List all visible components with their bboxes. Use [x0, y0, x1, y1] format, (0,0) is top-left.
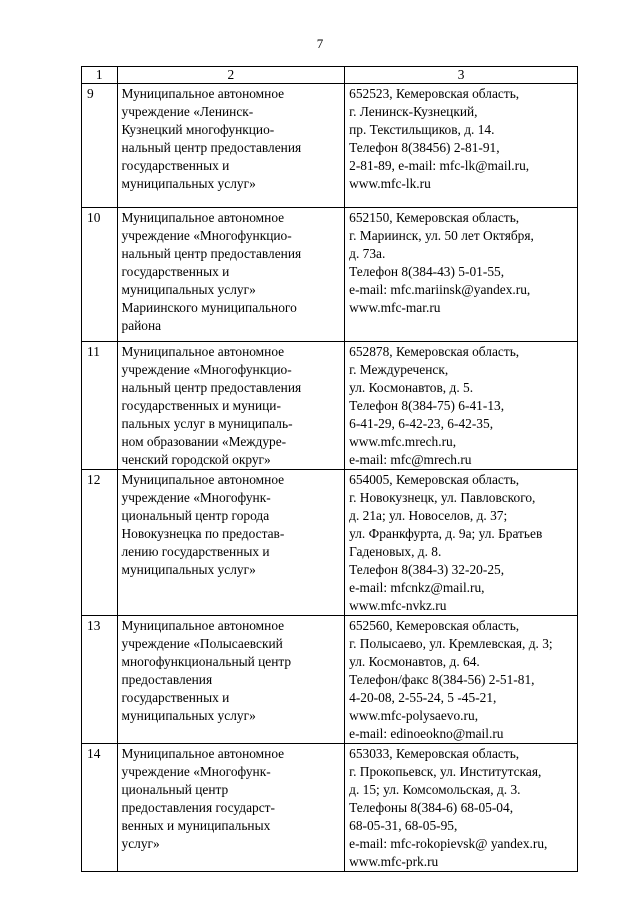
- address-line: ул. Космонавтов, д. 64.: [349, 654, 480, 669]
- address-line: 652523, Кемеровская область,: [349, 86, 520, 101]
- address-contacts-cell: [345, 342, 578, 470]
- header-col-address: 3: [345, 67, 578, 84]
- address-line: www.mfc.mrech.ru,: [349, 434, 457, 449]
- institution-name-cell: [117, 616, 345, 744]
- address-line: www.mfc-lk.ru: [349, 176, 431, 191]
- institution-name-line: пальных услуг в муниципаль-: [121, 416, 293, 431]
- institution-name-line: учреждение «Многофунк-: [121, 490, 271, 505]
- institution-name-cell: [117, 208, 345, 342]
- institution-name-line: Мариинского муниципального: [121, 300, 297, 315]
- address-line: e-mail: mfcnkz@mail.ru,: [349, 580, 485, 595]
- institution-name-line: Муниципальное автономное: [121, 86, 285, 101]
- institution-name-line: циональный центр города: [121, 508, 270, 523]
- address-line: e-mail: mfc-rokopievsk@ yandex.ru,: [349, 836, 548, 851]
- institution-name-line: учреждение «Полысаевский: [121, 636, 283, 651]
- address-line: 68-05-31, 68-05-95,: [349, 818, 458, 833]
- institution-name-line: нальный центр предоставления: [121, 140, 302, 155]
- table-row: [82, 342, 578, 470]
- address-line: e-mail: mfc@mrech.ru: [349, 452, 472, 467]
- institution-name-line: предоставления: [121, 672, 213, 687]
- address-contacts-cell: [345, 616, 578, 744]
- table-row: [82, 84, 578, 208]
- row-number: 14: [82, 744, 118, 872]
- row-number: 13: [82, 616, 118, 744]
- address-line: e-mail: mfc.mariinsk@yandex.ru,: [349, 282, 531, 297]
- table-row: [82, 744, 578, 872]
- address-line: ул. Космонавтов, д. 5.: [349, 380, 474, 395]
- institution-name-line: Муниципальное автономное: [121, 344, 285, 359]
- address-line: г. Междуреченск,: [349, 362, 449, 377]
- address-line: e-mail: edinoeokno@mail.ru: [349, 726, 504, 741]
- address-line: 6-41-29, 6-42-23, 6-42-35,: [349, 416, 494, 431]
- institution-name-line: государственных и: [121, 690, 230, 705]
- address-line: www.mfc-nvkz.ru: [349, 598, 447, 613]
- institution-name-cell: [117, 470, 345, 616]
- table-row: [82, 616, 578, 744]
- address-line: 653033, Кемеровская область,: [349, 746, 520, 761]
- address-contacts-cell: [345, 470, 578, 616]
- address-line: Телефоны 8(384-6) 68-05-04,: [349, 800, 514, 815]
- address-line: ул. Франкфурта, д. 9а; ул. Братьев: [349, 526, 543, 541]
- institution-name-line: предоставления государст-: [121, 800, 275, 815]
- institution-name-line: ном образовании «Междуре-: [121, 434, 287, 449]
- row-number: 9: [82, 84, 118, 208]
- address-line: Телефон 8(384-43) 5-01-55,: [349, 264, 505, 279]
- institution-name-line: ченский городской округ»: [121, 452, 271, 467]
- institution-name-line: лению государственных и: [121, 544, 270, 559]
- address-line: г. Ленинск-Кузнецкий,: [349, 104, 478, 119]
- address-line: Телефон/факс 8(384-56) 2-51-81,: [349, 672, 535, 687]
- institution-name-line: Муниципальное автономное: [121, 472, 285, 487]
- table-row: [82, 208, 578, 342]
- row-number: 10: [82, 208, 118, 342]
- institution-name-line: венных и муниципальных: [121, 818, 271, 833]
- institution-name-line: Муниципальное автономное: [121, 746, 285, 761]
- institution-name-line: государственных и: [121, 264, 230, 279]
- header-col-name: 2: [117, 67, 345, 84]
- table-header-row: [82, 67, 578, 84]
- address-line: 652150, Кемеровская область,: [349, 210, 520, 225]
- address-line: г. Полысаево, ул. Кремлевская, д. 3;: [349, 636, 553, 651]
- address-line: Телефон 8(38456) 2-81-91,: [349, 140, 500, 155]
- institution-name-line: нальный центр предоставления: [121, 246, 302, 261]
- address-contacts-cell: [345, 84, 578, 208]
- institution-name-line: учреждение «Ленинск-: [121, 104, 254, 119]
- institution-name-line: учреждение «Многофункцио-: [121, 228, 292, 243]
- row-number: 11: [82, 342, 118, 470]
- institution-name-line: учреждение «Многофунк-: [121, 764, 271, 779]
- institution-name-line: Новокузнецка по предостав-: [121, 526, 285, 541]
- address-line: 652878, Кемеровская область,: [349, 344, 520, 359]
- address-line: 2-81-89, e-mail: mfc-lk@mail.ru,: [349, 158, 530, 173]
- address-line: 654005, Кемеровская область,: [349, 472, 520, 487]
- institution-name-line: циональный центр: [121, 782, 229, 797]
- institution-name-line: многофункциональный центр: [121, 654, 292, 669]
- address-line: 4-20-08, 2-55-24, 5 -45-21,: [349, 690, 497, 705]
- page-number: 7: [316, 36, 324, 51]
- address-line: www.mfc-mar.ru: [349, 300, 441, 315]
- address-contacts-cell: [345, 208, 578, 342]
- institution-name-line: муниципальных услуг»: [121, 562, 256, 577]
- address-line: д. 15; ул. Комсомольская, д. 3.: [349, 782, 521, 797]
- institution-name-cell: [117, 744, 345, 872]
- address-line: пр. Текстильщиков, д. 14.: [349, 122, 495, 137]
- institution-name-cell: [117, 342, 345, 470]
- address-line: 652560, Кемеровская область,: [349, 618, 520, 633]
- institution-name-line: учреждение «Многофункцио-: [121, 362, 292, 377]
- institution-name-line: Муниципальное автономное: [121, 210, 285, 225]
- institution-name-line: Кузнецкий многофункцио-: [121, 122, 275, 137]
- address-contacts-cell: [345, 744, 578, 872]
- mfc-directory-table: [81, 66, 578, 872]
- address-line: Телефон 8(384-3) 32-20-25,: [349, 562, 505, 577]
- institution-name-cell: [117, 84, 345, 208]
- institution-name-line: государственных и: [121, 158, 230, 173]
- address-line: г. Мариинск, ул. 50 лет Октября,: [349, 228, 534, 243]
- header-col-number: 1: [82, 67, 118, 84]
- address-line: www.mfc-polysaevo.ru,: [349, 708, 479, 723]
- institution-name-line: государственных и муници-: [121, 398, 281, 413]
- institution-name-line: муниципальных услуг»: [121, 282, 256, 297]
- address-line: г. Прокопьевск, ул. Институтская,: [349, 764, 542, 779]
- institution-name-line: муниципальных услуг»: [121, 176, 256, 191]
- address-line: д. 73а.: [349, 246, 386, 261]
- address-line: Телефон 8(384-75) 6-41-13,: [349, 398, 505, 413]
- institution-name-line: Муниципальное автономное: [121, 618, 285, 633]
- institution-name-line: муниципальных услуг»: [121, 708, 256, 723]
- institution-name-line: нальный центр предоставления: [121, 380, 302, 395]
- row-number: 12: [82, 470, 118, 616]
- table-row: [82, 470, 578, 616]
- institution-name-line: района: [121, 318, 162, 333]
- institution-name-line: услуг»: [121, 836, 160, 851]
- address-line: Гаденовых, д. 8.: [349, 544, 442, 559]
- address-line: д. 21а; ул. Новоселов, д. 37;: [349, 508, 508, 523]
- address-line: www.mfc-prk.ru: [349, 854, 439, 869]
- address-line: г. Новокузнецк, ул. Павловского,: [349, 490, 536, 505]
